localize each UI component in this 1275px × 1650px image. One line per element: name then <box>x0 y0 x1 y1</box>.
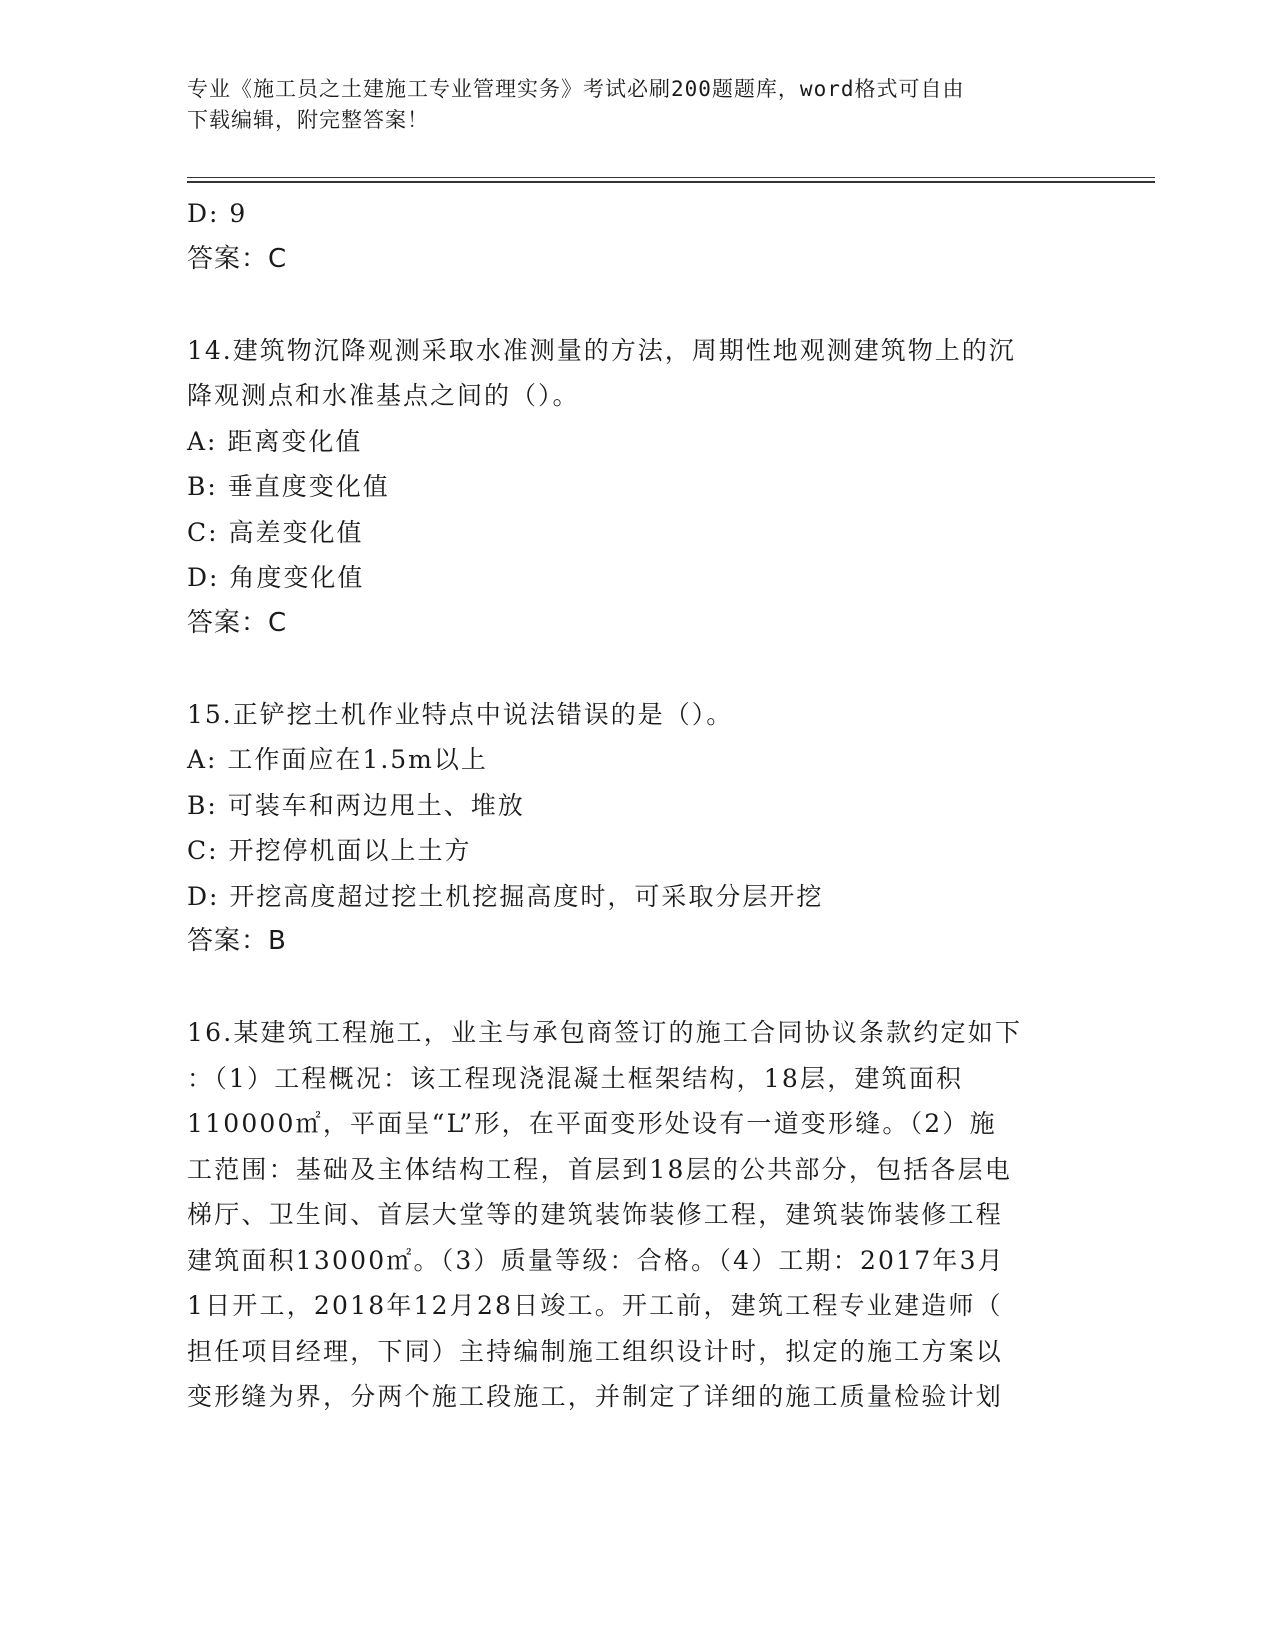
spacer <box>187 282 1087 328</box>
question-14-option-b: B: 垂直度变化值 <box>187 472 390 501</box>
question-15-option-c: C: 开挖停机面以上土方 <box>187 836 472 865</box>
question-14 <box>187 328 1087 647</box>
question-14-option-a: A: 距离变化值 <box>187 426 363 456</box>
previous-question-answer: 答案：C <box>187 243 288 274</box>
header-divider <box>187 177 1155 183</box>
question-15-answer: 答案：B <box>187 926 287 956</box>
question-16-stem-line-3: 110000㎡，平面呈“L”形，在平面变形处设有一道变形缝。（2）施 <box>187 1109 997 1138</box>
question-16-stem-line-9: 变形缝为界，分两个施工段施工，并制定了详细的施工质量检验计划 <box>187 1382 1004 1411</box>
question-15-option-b: B: 可装车和两边甩土、堆放 <box>187 790 525 820</box>
question-14-answer: 答案：C <box>187 607 288 638</box>
header-title-line-2: 下载编辑，附完整答案！ <box>187 108 429 132</box>
question-14-stem-line-1: 14.建筑物沉降观测采取水准测量的方法，周期性地观测建筑物上的沉 <box>187 335 1016 365</box>
spacer <box>187 965 1087 1011</box>
question-14-option-c: C: 高差变化值 <box>187 517 364 547</box>
header-title-line-1: 专业《施工员之土建施工专业管理实务》考试必刷200题题库，word格式可自由 <box>187 77 965 101</box>
question-16 <box>187 1010 1087 1420</box>
question-15 <box>187 692 1087 965</box>
question-15-option-a: A: 工作面应在1.5m以上 <box>187 745 488 774</box>
question-16-stem-line-6: 建筑面积13000㎡。（3）质量等级：合格。（4）工期：2017年3月 <box>187 1245 1005 1275</box>
question-15-stem-line-1: 15.正铲挖土机作业特点中说法错误的是（）。 <box>187 699 734 729</box>
question-16-stem-line-7: 1日开工，2018年12月28日竣工。开工前，建筑工程专业建造师（ <box>187 1291 1003 1320</box>
spacer <box>187 646 1087 692</box>
question-16-stem-line-8: 担任项目经理，下同）主持编制施工组织设计时，拟定的施工方案以 <box>187 1336 1004 1366</box>
question-16-stem-line-1: 16.某建筑工程施工，业主与承包商签订的施工合同协议条款约定如下 <box>187 1018 1023 1047</box>
previous-question-option-d: D: 9 <box>187 199 248 228</box>
question-14-stem-line-2: 降观测点和水准基点之间的（）。 <box>187 381 580 410</box>
question-16-stem-line-5: 梯厅、卫生间、首层大堂等的建筑装饰装修工程，建筑装饰装修工程 <box>187 1200 1004 1229</box>
page-header <box>187 74 1067 136</box>
question-16-stem-line-4: 工范围：基础及主体结构工程，首层到18层的公共部分，包括各层电 <box>187 1154 1013 1184</box>
question-content <box>187 191 1087 1420</box>
question-14-option-d: D: 角度变化值 <box>187 563 365 592</box>
question-15-option-d: D: 开挖高度超过挖土机挖掘高度时，可采取分层开挖 <box>187 881 824 911</box>
question-16-stem-line-2: ：（1）工程概况：该工程现浇混凝土框架结构，18层，建筑面积 <box>187 1063 964 1093</box>
